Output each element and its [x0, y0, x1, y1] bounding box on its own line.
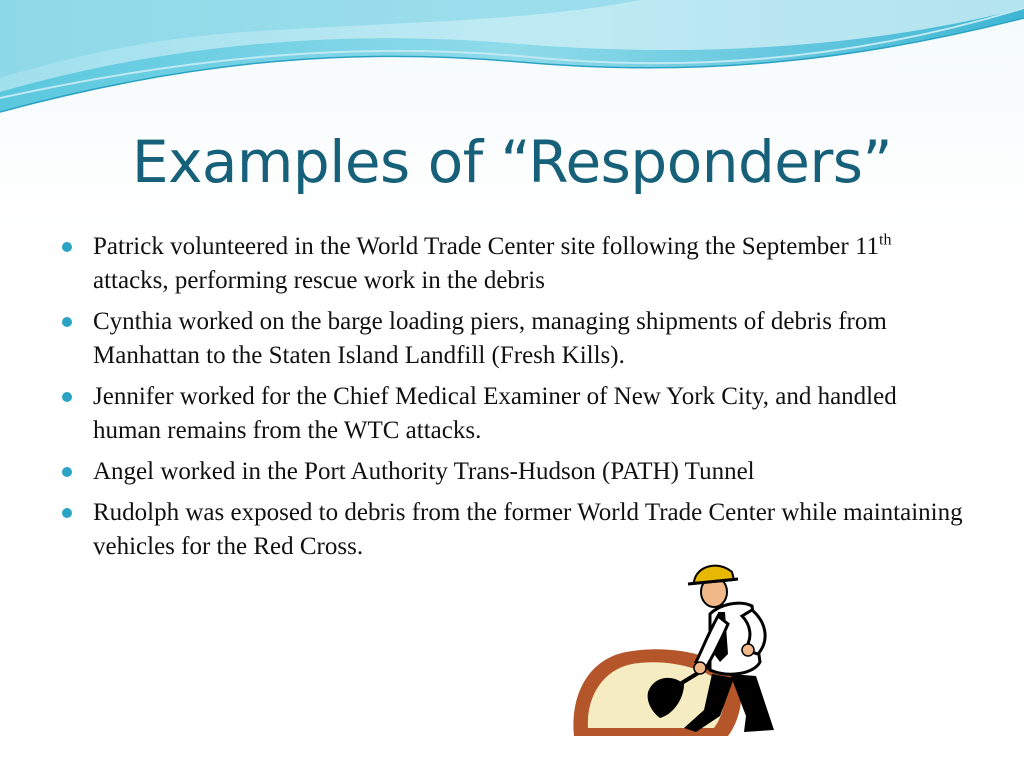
bullet-text: attacks, performing rescue work in the debris	[93, 267, 545, 294]
slide-title: Examples of “Responders”	[131, 128, 893, 196]
bullet-item-angel	[60, 455, 965, 489]
bullet-item-jennifer	[60, 380, 965, 448]
bullet-list	[60, 230, 965, 571]
bullet-item-cynthia	[60, 305, 965, 373]
bullet-dot-icon	[62, 508, 72, 518]
worker-digging-icon	[568, 558, 790, 738]
bullet-text: Cynthia worked on the barge loading piers, managing shipments of debris from Manhattan to the Staten Island Landfill (Fresh Kills).	[93, 308, 887, 369]
bullet-item-rudolph	[60, 496, 965, 564]
header-wave-decoration	[0, 0, 1024, 130]
bullet-item-patrick	[60, 230, 965, 298]
bullet-text: Rudolph was exposed to debris from the former World Trade Center while maintaining vehicles for the Red Cross.	[93, 499, 963, 560]
bullet-text: Jennifer worked for the Chief Medical Examiner of New York City, and handled human remains from the WTC attacks.	[93, 383, 897, 444]
bullet-text: Patrick volunteered in the World Trade Center site following the September 11	[93, 233, 880, 260]
bullet-dot-icon	[62, 467, 72, 477]
bullet-dot-icon	[62, 392, 72, 402]
bullet-text: Angel worked in the Port Authority Trans-Hudson (PATH) Tunnel	[93, 458, 755, 485]
bullet-dot-icon	[62, 317, 72, 327]
ordinal-superscript: th	[879, 231, 892, 249]
bullet-dot-icon	[62, 242, 72, 252]
